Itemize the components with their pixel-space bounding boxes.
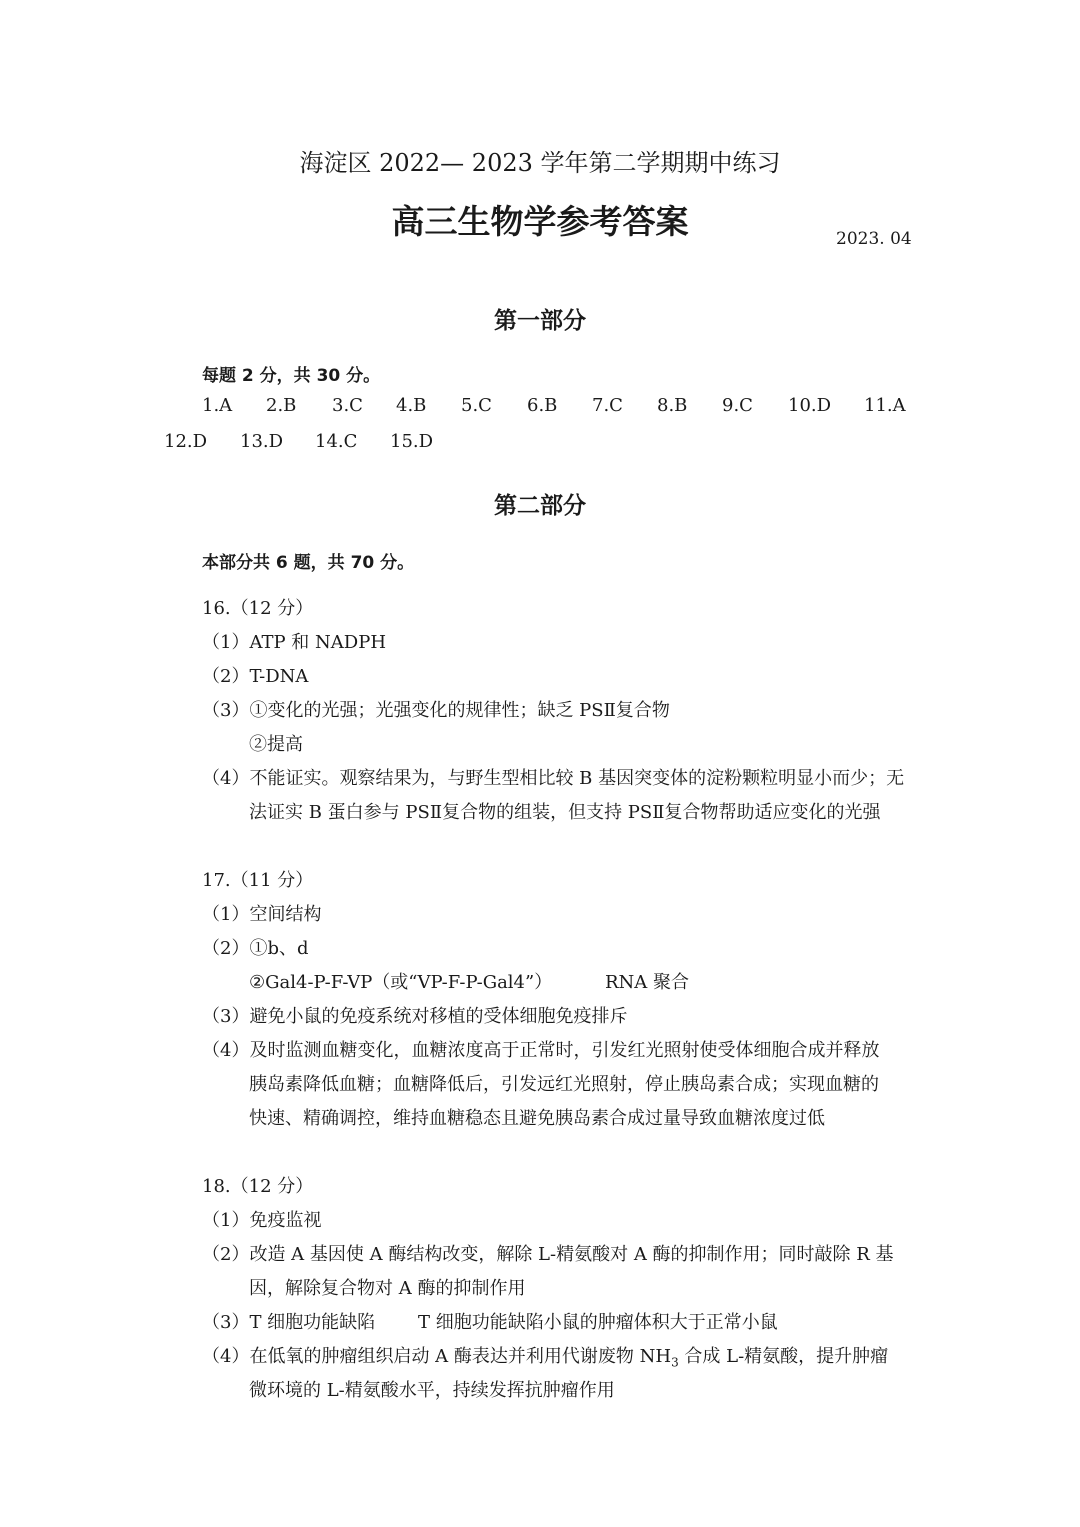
- answer-9: 9.C: [722, 395, 753, 416]
- q16-title: 16.（12 分）: [202, 598, 314, 619]
- q16-answer-3b: ②提高: [249, 734, 303, 755]
- answer-15: 15.D: [390, 431, 434, 452]
- answer-10: 10.D: [788, 395, 832, 416]
- part1-heading: 第一部分: [494, 308, 586, 334]
- q16-answer-4b: 法证实 B 蛋白参与 PSⅡ复合物的组装，但支持 PSⅡ复合物帮助适应变化的光强: [249, 802, 881, 823]
- q18-answer-4-pre: （4）在低氧的肿瘤组织启动 A 酶表达并利用代谢废物 NH: [202, 1346, 672, 1367]
- q18-answer-2: （2）改造 A 基因使 A 酶结构改变，解除 L-精氨酸对 A 酶的抑制作用；同时敲除 R 基: [202, 1244, 894, 1265]
- answer-5: 5.C: [461, 395, 492, 416]
- answer-8: 8.B: [657, 395, 688, 416]
- answer-14: 14.C: [315, 431, 358, 452]
- answer-3: 3.C: [332, 395, 363, 416]
- q17-answer-4c: 快速、精确调控，维持血糖稳态且避免胰岛素合成过量导致血糖浓度过低: [249, 1108, 825, 1129]
- q18-answer-4b: 微环境的 L-精氨酸水平，持续发挥抗肿瘤作用: [249, 1380, 615, 1401]
- q17-answer-2c: RNA 聚合: [605, 972, 690, 993]
- answer-2: 2.B: [266, 395, 297, 416]
- q17-answer-2: （2）①b、d: [202, 938, 309, 959]
- q17-answer-1: （1）空间结构: [202, 904, 322, 925]
- q16-answer-4: （4）不能证实。观察结果为，与野生型相比较 B 基因突变体的淀粉颗粒明显小而少；无: [202, 768, 905, 789]
- doc-subtitle: 高三生物学参考答案: [391, 202, 689, 241]
- q18-answer-4-sub: 3: [671, 1355, 679, 1370]
- answer-4: 4.B: [396, 395, 427, 416]
- part2-note: 本部分共 6 题，共 70 分。: [202, 553, 415, 573]
- q18-answer-3b: T 细胞功能缺陷小鼠的肿瘤体积大于正常小鼠: [418, 1312, 778, 1333]
- q16-answer-1: （1）ATP 和 NADPH: [202, 632, 387, 653]
- q17-answer-3: （3）避免小鼠的免疫系统对移植的受体细胞免疫排斥: [202, 1006, 628, 1027]
- q16-answer-2: （2）T-DNA: [202, 666, 309, 687]
- q18-answer-4: [202, 1342, 888, 1370]
- part2-heading: 第二部分: [494, 493, 586, 519]
- q17-answer-2b: ②Gal4-P-F-VP（或“VP-F-P-Gal4”）: [249, 972, 553, 993]
- doc-date: 2023. 04: [836, 229, 912, 249]
- q17-title: 17.（11 分）: [202, 870, 314, 891]
- q18-title: 18.（12 分）: [202, 1176, 314, 1197]
- q17-answer-4: （4）及时监测血糖变化，血糖浓度高于正常时，引发红光照射使受体细胞合成并释放: [202, 1040, 880, 1061]
- doc-title: 海淀区 2022— 2023 学年第二学期期中练习: [299, 149, 781, 177]
- q18-answer-3: （3）T 细胞功能缺陷: [202, 1312, 376, 1333]
- answer-13: 13.D: [240, 431, 284, 452]
- part1-note: 每题 2 分，共 30 分。: [202, 366, 381, 386]
- q18-answer-2b: 因，解除复合物对 A 酶的抑制作用: [249, 1278, 526, 1299]
- answer-6: 6.B: [527, 395, 558, 416]
- answer-1: 1.A: [202, 395, 233, 416]
- q18-answer-4-post: 合成 L-精氨酸，提升肿瘤: [678, 1346, 889, 1367]
- answer-7: 7.C: [592, 395, 623, 416]
- q16-answer-3: （3）①变化的光强；光强变化的规律性；缺乏 PSⅡ复合物: [202, 700, 670, 721]
- answer-12: 12.D: [164, 431, 208, 452]
- answer-11: 11.A: [864, 395, 906, 416]
- q18-answer-1: （1）免疫监视: [202, 1210, 322, 1231]
- q17-answer-4b: 胰岛素降低血糖；血糖降低后，引发远红光照射，停止胰岛素合成；实现血糖的: [249, 1074, 879, 1095]
